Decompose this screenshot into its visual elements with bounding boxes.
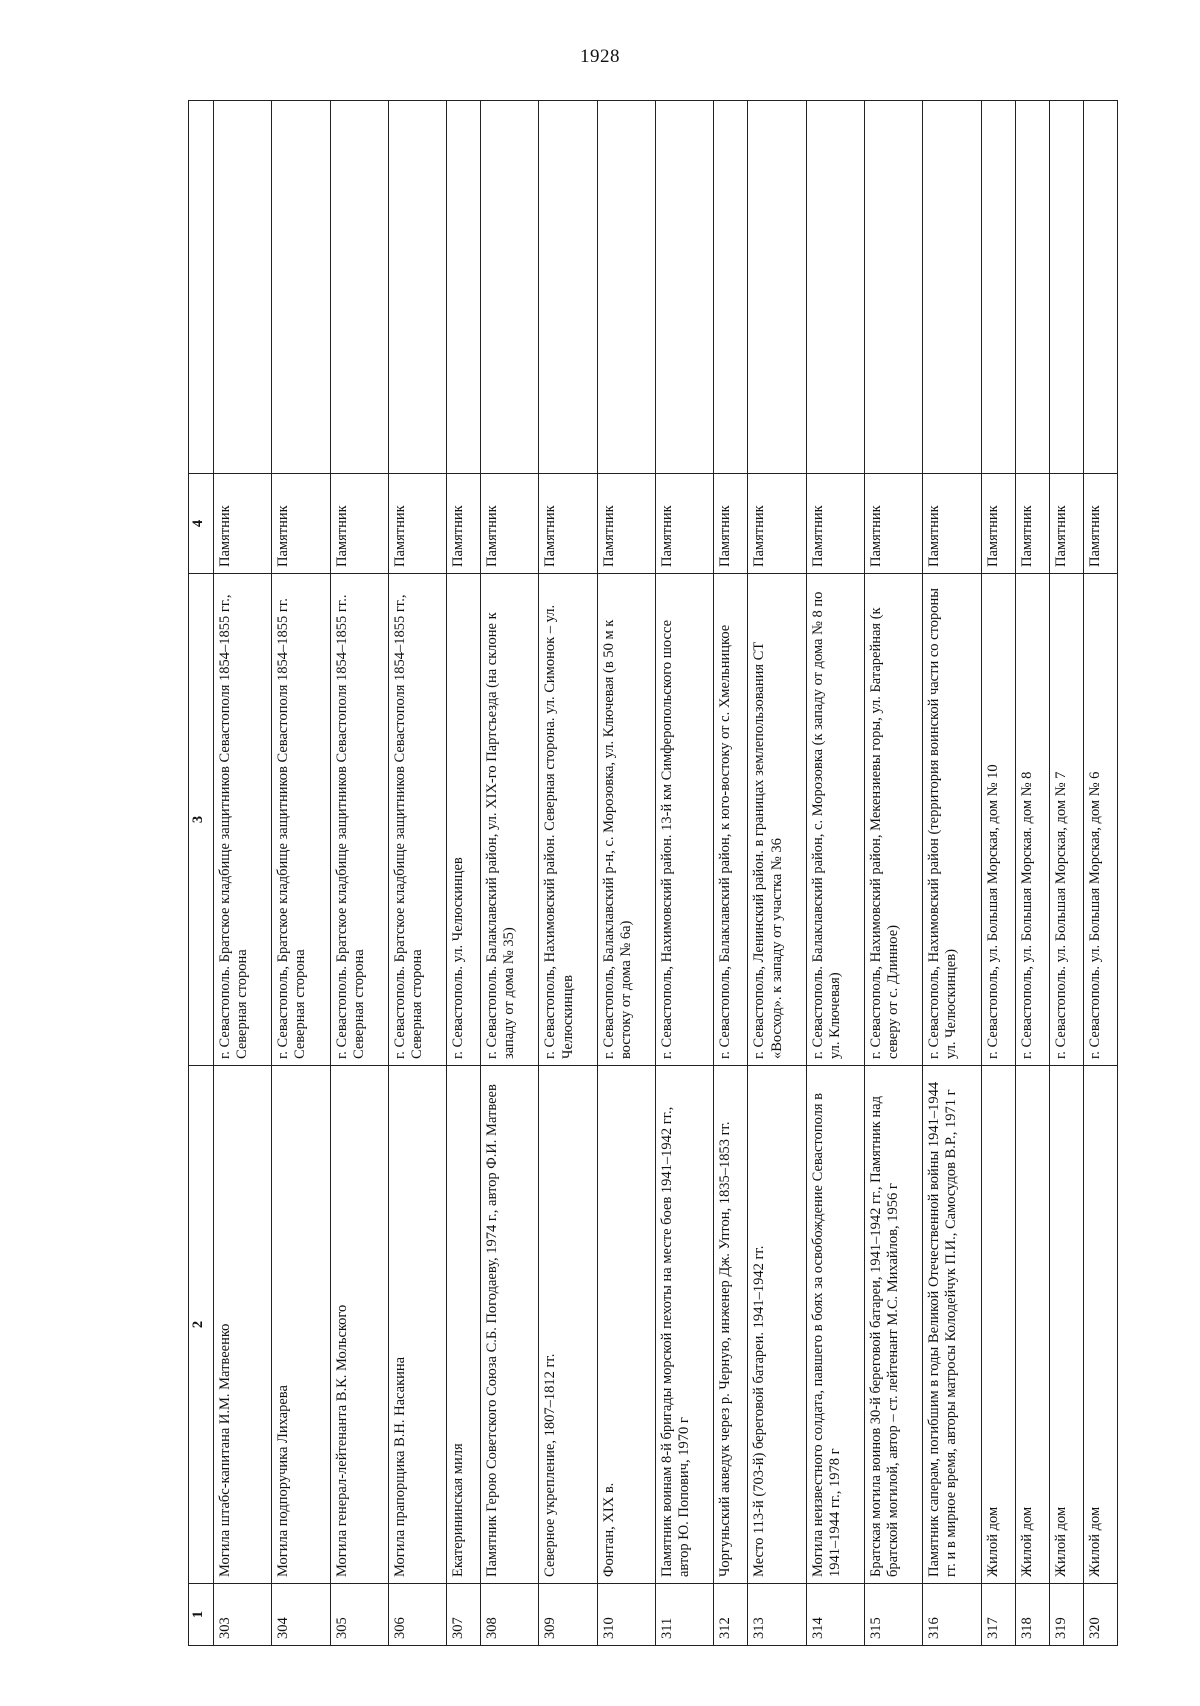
empty-cell <box>923 101 981 474</box>
object-category: Памятник <box>1015 474 1049 574</box>
object-name: Северное укрепление, 1807–1812 гг. <box>539 1066 597 1584</box>
object-address: г. Севастополь, Балаклавский р-н, с. Морозовка, ул. Ключевая (в 50 м к востоку от дома № 6а) <box>597 574 655 1066</box>
row-number: 318 <box>1015 1584 1049 1646</box>
object-category: Памятник <box>864 474 922 574</box>
table-row <box>1049 101 1083 1646</box>
object-category: Памятник <box>1083 474 1117 574</box>
table-row <box>597 101 655 1646</box>
object-address: г. Севастополь, ул. Большая Морская, дом № 10 <box>981 574 1015 1066</box>
row-number: 309 <box>539 1584 597 1646</box>
table-row <box>272 101 330 1646</box>
table-row <box>388 101 446 1646</box>
empty-cell <box>864 101 922 474</box>
object-name: Жилой дом <box>1015 1066 1049 1584</box>
object-category: Памятник <box>481 474 539 574</box>
table-row <box>656 101 714 1646</box>
row-number: 313 <box>748 1584 806 1646</box>
object-category: Памятник <box>981 474 1015 574</box>
empty-cell <box>330 101 388 474</box>
table-body <box>214 101 1118 1646</box>
object-category: Памятник <box>1049 474 1083 574</box>
object-name: Памятник воинам 8-й бригады морской пехоты на месте боев 1941–1942 гг., автор Ю. Попович, 1970 г <box>656 1066 714 1584</box>
table-row <box>539 101 597 1646</box>
empty-cell <box>806 101 864 474</box>
header-col-4: 4 <box>189 474 214 574</box>
empty-cell <box>1049 101 1083 474</box>
object-address: г. Севастополь. Братское кладбище защитников Севастополя 1854–1855 гг.. Северная сторона <box>330 574 388 1066</box>
object-category: Памятник <box>272 474 330 574</box>
table-row <box>481 101 539 1646</box>
object-name: Жилой дом <box>1083 1066 1117 1584</box>
object-name: Братская могила воинов 30-й береговой батареи, 1941–1942 гг., Памятник над братской могилой, автор – ст. лейтенант М.С. Михайлов, 1956 г <box>864 1066 922 1584</box>
object-name: Могила подпоручика Лихарева <box>272 1066 330 1584</box>
table-row <box>214 101 272 1646</box>
register-table-frame <box>188 101 1118 1646</box>
page-number: 1928 <box>580 46 620 67</box>
object-address: г. Севастополь. ул. Большая Морская, дом № 7 <box>1049 574 1083 1066</box>
object-category: Памятник <box>539 474 597 574</box>
object-category: Памятник <box>388 474 446 574</box>
object-name: Могила неизвестного солдата, павшего в боях за освобождение Севастополя в 1941–1944 гг., 1978 г <box>806 1066 864 1584</box>
table-row <box>447 101 481 1646</box>
empty-cell <box>388 101 446 474</box>
object-category: Памятник <box>447 474 481 574</box>
empty-cell <box>748 101 806 474</box>
row-number: 316 <box>923 1584 981 1646</box>
header-col-1: 1 <box>189 1584 214 1646</box>
table-header-row <box>189 101 214 1646</box>
table-row <box>806 101 864 1646</box>
empty-cell <box>539 101 597 474</box>
table-row <box>981 101 1015 1646</box>
row-number: 304 <box>272 1584 330 1646</box>
row-number: 310 <box>597 1584 655 1646</box>
object-name: Екатерининская миля <box>447 1066 481 1584</box>
rotated-table-container <box>188 101 1118 1646</box>
table-row <box>714 101 748 1646</box>
table-row <box>1083 101 1117 1646</box>
row-number: 315 <box>864 1584 922 1646</box>
object-address: г. Севастополь. ул. Большая Морская, дом № 6 <box>1083 574 1117 1066</box>
empty-cell <box>597 101 655 474</box>
object-category: Памятник <box>748 474 806 574</box>
row-number: 306 <box>388 1584 446 1646</box>
object-name: Памятник саперам, погибшим в годы Великой Отечественной войны 1941–1944 гг. и в мирное время, авторы матросы Колодейчук П.И., Самосудов В.Р., 1971 г <box>923 1066 981 1584</box>
row-number: 319 <box>1049 1584 1083 1646</box>
table-row <box>748 101 806 1646</box>
object-address: г. Севастополь, Балаклавский район, к юго-востоку от с. Хмельницкое <box>714 574 748 1066</box>
heritage-register-table <box>188 100 1118 1646</box>
object-category: Памятник <box>330 474 388 574</box>
empty-cell <box>272 101 330 474</box>
object-name: Место 113-й (703-й) береговой батареи. 1941–1942 гг. <box>748 1066 806 1584</box>
table-row <box>923 101 981 1646</box>
object-address: г. Севастополь, Ленинский район. в границах землепользования СТ «Восход». к западу от участка № 36 <box>748 574 806 1066</box>
row-number: 312 <box>714 1584 748 1646</box>
object-address: г. Севастополь. Братское кладбище защитников Севастополя 1854–1855 гг., Северная сторона <box>214 574 272 1066</box>
empty-cell <box>1083 101 1117 474</box>
object-address: г. Севастополь, Нахимовский район (территория воинской части со стороны ул. Челюскинцев) <box>923 574 981 1066</box>
object-category: Памятник <box>656 474 714 574</box>
row-number: 314 <box>806 1584 864 1646</box>
header-col-2: 2 <box>189 1066 214 1584</box>
object-category: Памятник <box>597 474 655 574</box>
object-category: Памятник <box>714 474 748 574</box>
row-number: 317 <box>981 1584 1015 1646</box>
object-address: г. Севастополь, ул. Большая Морская. дом № 8 <box>1015 574 1049 1066</box>
table-row <box>1015 101 1049 1646</box>
object-address: г. Севастополь, Братское кладбище защитников Севастополя 1854–1855 гг. Северная сторона <box>272 574 330 1066</box>
table-row <box>864 101 922 1646</box>
empty-cell <box>1015 101 1049 474</box>
row-number: 307 <box>447 1584 481 1646</box>
object-name: Памятник Герою Советского Союза С.Б. Погодаеву, 1974 г., автор Ф.И. Матвеев <box>481 1066 539 1584</box>
object-address: г. Севастополь. Братское кладбище защитников Севастополя 1854–1855 гг., Северная сторона <box>388 574 446 1066</box>
row-number: 303 <box>214 1584 272 1646</box>
row-number: 311 <box>656 1584 714 1646</box>
object-name: Фонтан, XIX в. <box>597 1066 655 1584</box>
object-category: Памятник <box>806 474 864 574</box>
empty-cell <box>714 101 748 474</box>
row-number: 305 <box>330 1584 388 1646</box>
object-address: г. Севастополь. Балаклавский район, с. Морозовка (к западу от дома № 8 по ул. Ключевая) <box>806 574 864 1066</box>
table-row <box>330 101 388 1646</box>
empty-cell <box>656 101 714 474</box>
object-name: Могила штабс-капитана И.М. Матвеенко <box>214 1066 272 1584</box>
object-address: г. Севастополь, Нахимовский район. 13-й км Симферопольского шоссе <box>656 574 714 1066</box>
object-name: Могила прапорщика В.Н. Насакина <box>388 1066 446 1584</box>
object-category: Памятник <box>923 474 981 574</box>
object-category: Памятник <box>214 474 272 574</box>
object-address: г. Севастополь, Нахимовский район, Мекензиевы горы, ул. Батарейная (к северу от с. Длинное) <box>864 574 922 1066</box>
object-name: Чоргуньский акведук через р. Черную, инженер Дж. Уптон, 1835–1853 гг. <box>714 1066 748 1584</box>
object-name: Жилой дом <box>981 1066 1015 1584</box>
object-address: г. Севастополь. ул. Челюскинцев <box>447 574 481 1066</box>
object-address: г. Севастополь. Балаклавский район, ул. XIX-го Партсъезда (на склоне к западу от дома № 35) <box>481 574 539 1066</box>
header-col-empty <box>189 101 214 474</box>
object-name: Могила генерал-лейтенанта В.К. Мольского <box>330 1066 388 1584</box>
empty-cell <box>214 101 272 474</box>
empty-cell <box>447 101 481 474</box>
object-name: Жилой дом <box>1049 1066 1083 1584</box>
empty-cell <box>981 101 1015 474</box>
empty-cell <box>481 101 539 474</box>
header-col-3: 3 <box>189 574 214 1066</box>
object-address: г. Севастополь, Нахимовский район. Северная сторона. ул. Симонок – ул. Челюскинцев <box>539 574 597 1066</box>
row-number: 308 <box>481 1584 539 1646</box>
row-number: 320 <box>1083 1584 1117 1646</box>
